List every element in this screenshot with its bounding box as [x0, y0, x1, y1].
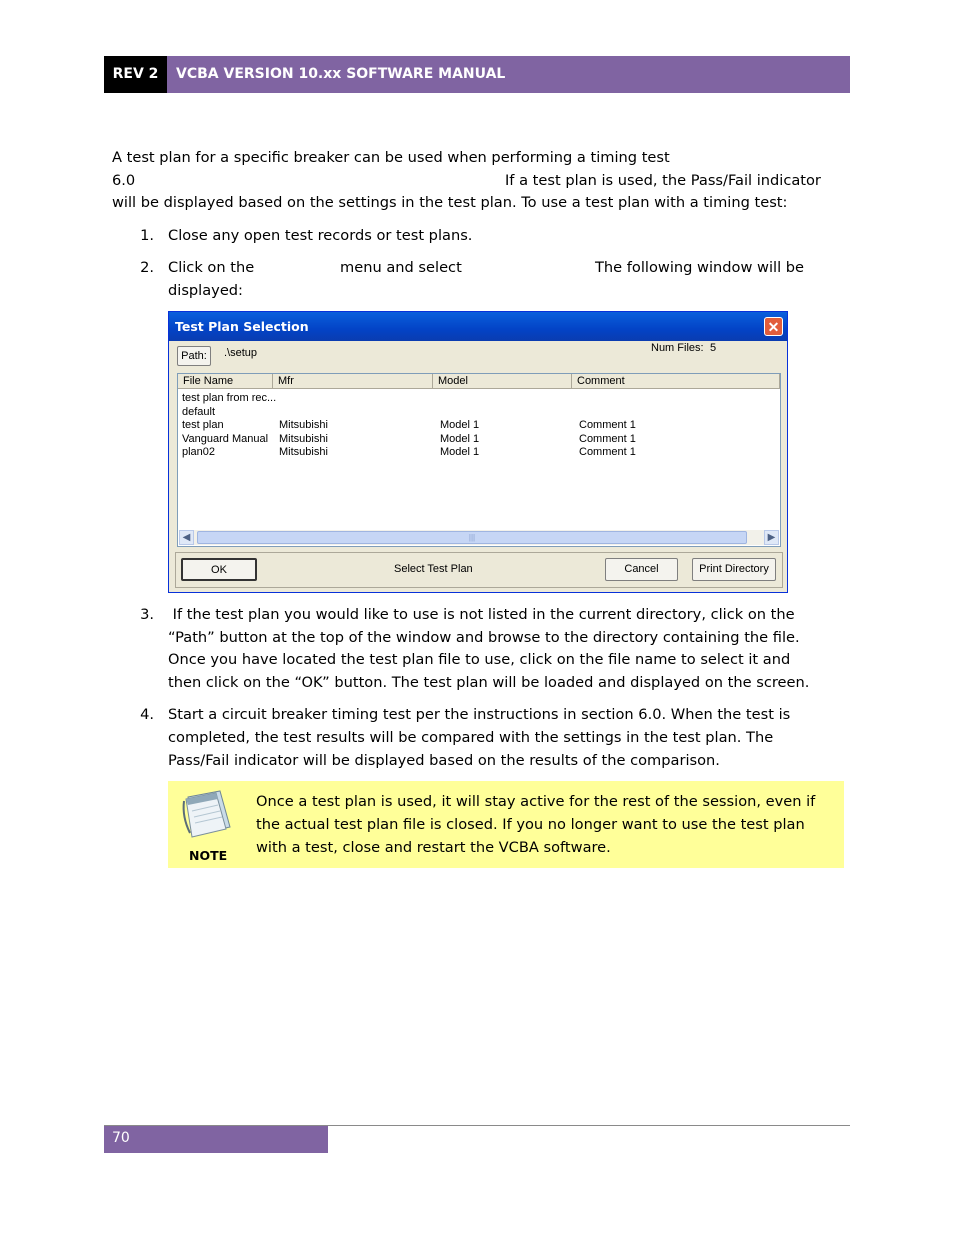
cell-comment: Comment 1 — [579, 419, 636, 431]
page-number: 70 — [104, 1126, 328, 1153]
cell-model: Model 1 — [440, 419, 480, 431]
note-label: NOTE — [189, 848, 228, 863]
step-1-number: 1. — [140, 227, 154, 244]
cell-file-name: test plan from rec... — [182, 392, 277, 404]
note-line-3: with a test, close and restart the VCBA software. — [256, 839, 611, 856]
path-value: .\setup — [224, 347, 258, 359]
table-row[interactable] — [178, 392, 778, 406]
button-panel — [175, 552, 783, 588]
arrow-right-icon[interactable]: ▶ — [764, 530, 779, 545]
cell-file-name: plan02 — [182, 446, 216, 458]
table-row[interactable] — [178, 419, 778, 433]
note-box — [168, 781, 844, 868]
step-1-text: Close any open test records or test plans. — [168, 227, 473, 244]
notepad-icon — [180, 787, 234, 839]
cell-mfr: Mitsubishi — [279, 446, 328, 458]
dialog-title: Test Plan Selection — [169, 312, 787, 341]
cell-file-name: Vanguard Manual — [182, 433, 269, 445]
column-header-comment[interactable]: Comment — [572, 374, 780, 389]
table-row[interactable] — [178, 446, 778, 460]
step-3-line-3: Once you have located the test plan file to use, click on the file name to select it and — [168, 651, 791, 668]
step-4-line-2: completed, the test results will be compared with the settings in the test plan. The — [168, 729, 774, 746]
close-icon[interactable]: ✕ — [764, 317, 783, 336]
test-plan-selection-dialog — [168, 311, 788, 593]
step-4-number: 4. — [140, 706, 154, 723]
intro-line-1: A test plan for a specific breaker can be used when performing a timing test — [112, 149, 670, 166]
table-row[interactable] — [178, 433, 778, 447]
intro-line-3: will be displayed based on the settings in the test plan. To use a test plan with a timing test: — [112, 194, 788, 211]
intro-line-2: If a test plan is used, the Pass/Fail indicator — [505, 172, 821, 189]
cell-comment: Comment 1 — [579, 446, 636, 458]
path-button[interactable]: Path: — [177, 346, 211, 366]
column-header-file-name[interactable]: File Name — [178, 374, 273, 389]
cell-mfr: Mitsubishi — [279, 433, 328, 445]
revision-badge: REV 2 — [104, 56, 167, 93]
cell-mfr: Mitsubishi — [279, 419, 328, 431]
status-text: Select Test Plan — [394, 563, 473, 575]
cell-comment: Comment 1 — [579, 433, 636, 445]
scrollbar-thumb[interactable]: ||| — [197, 531, 747, 544]
print-directory-button[interactable]: Print Directory — [692, 558, 776, 581]
manual-title: VCBA VERSION 10.xx SOFTWARE MANUAL — [167, 56, 850, 93]
cell-file-name: test plan — [182, 419, 224, 431]
step-3-line-4: then click on the “OK” button. The test plan will be loaded and displayed on the screen. — [168, 674, 810, 691]
step-3-number: 3. — [140, 606, 154, 623]
step-3-line-1: If the test plan you would like to use is not listed in the current directory, click on the — [168, 606, 795, 623]
step-2-text-b: menu and select — [340, 259, 462, 276]
step-2-number: 2. — [140, 259, 154, 276]
note-line-2: the actual test plan file is closed. If you no longer want to use the test plan — [256, 816, 805, 833]
num-files-label: Num Files: — [651, 342, 704, 354]
horizontal-scrollbar[interactable] — [179, 530, 779, 545]
file-list[interactable] — [177, 373, 781, 547]
cancel-button[interactable]: Cancel — [605, 558, 678, 581]
step-2-text-c: The following window will be — [595, 259, 805, 276]
num-files-value: 5 — [710, 342, 717, 354]
step-2-text-d: displayed: — [168, 282, 243, 299]
cell-model: Model 1 — [440, 433, 480, 445]
note-line-1: Once a test plan is used, it will stay active for the rest of the session, even if — [256, 793, 816, 810]
cell-model: Model 1 — [440, 446, 480, 458]
step-3-line-2: “Path” button at the top of the window and browse to the directory containing the file. — [168, 629, 800, 646]
step-2-text-a: Click on the — [168, 259, 255, 276]
intro-section-ref: 6.0 — [112, 172, 136, 189]
step-4-line-1: Start a circuit breaker timing test per the instructions in section 6.0. When the test is — [168, 706, 791, 723]
arrow-left-icon[interactable]: ◀ — [179, 530, 194, 545]
ok-button[interactable]: OK — [181, 558, 257, 581]
step-4-line-3: Pass/Fail indicator will be displayed based on the results of the comparison. — [168, 752, 720, 769]
table-row[interactable] — [178, 406, 778, 420]
column-header-mfr[interactable]: Mfr — [273, 374, 433, 389]
column-header-model[interactable]: Model — [433, 374, 572, 389]
cell-file-name: default — [182, 406, 216, 418]
